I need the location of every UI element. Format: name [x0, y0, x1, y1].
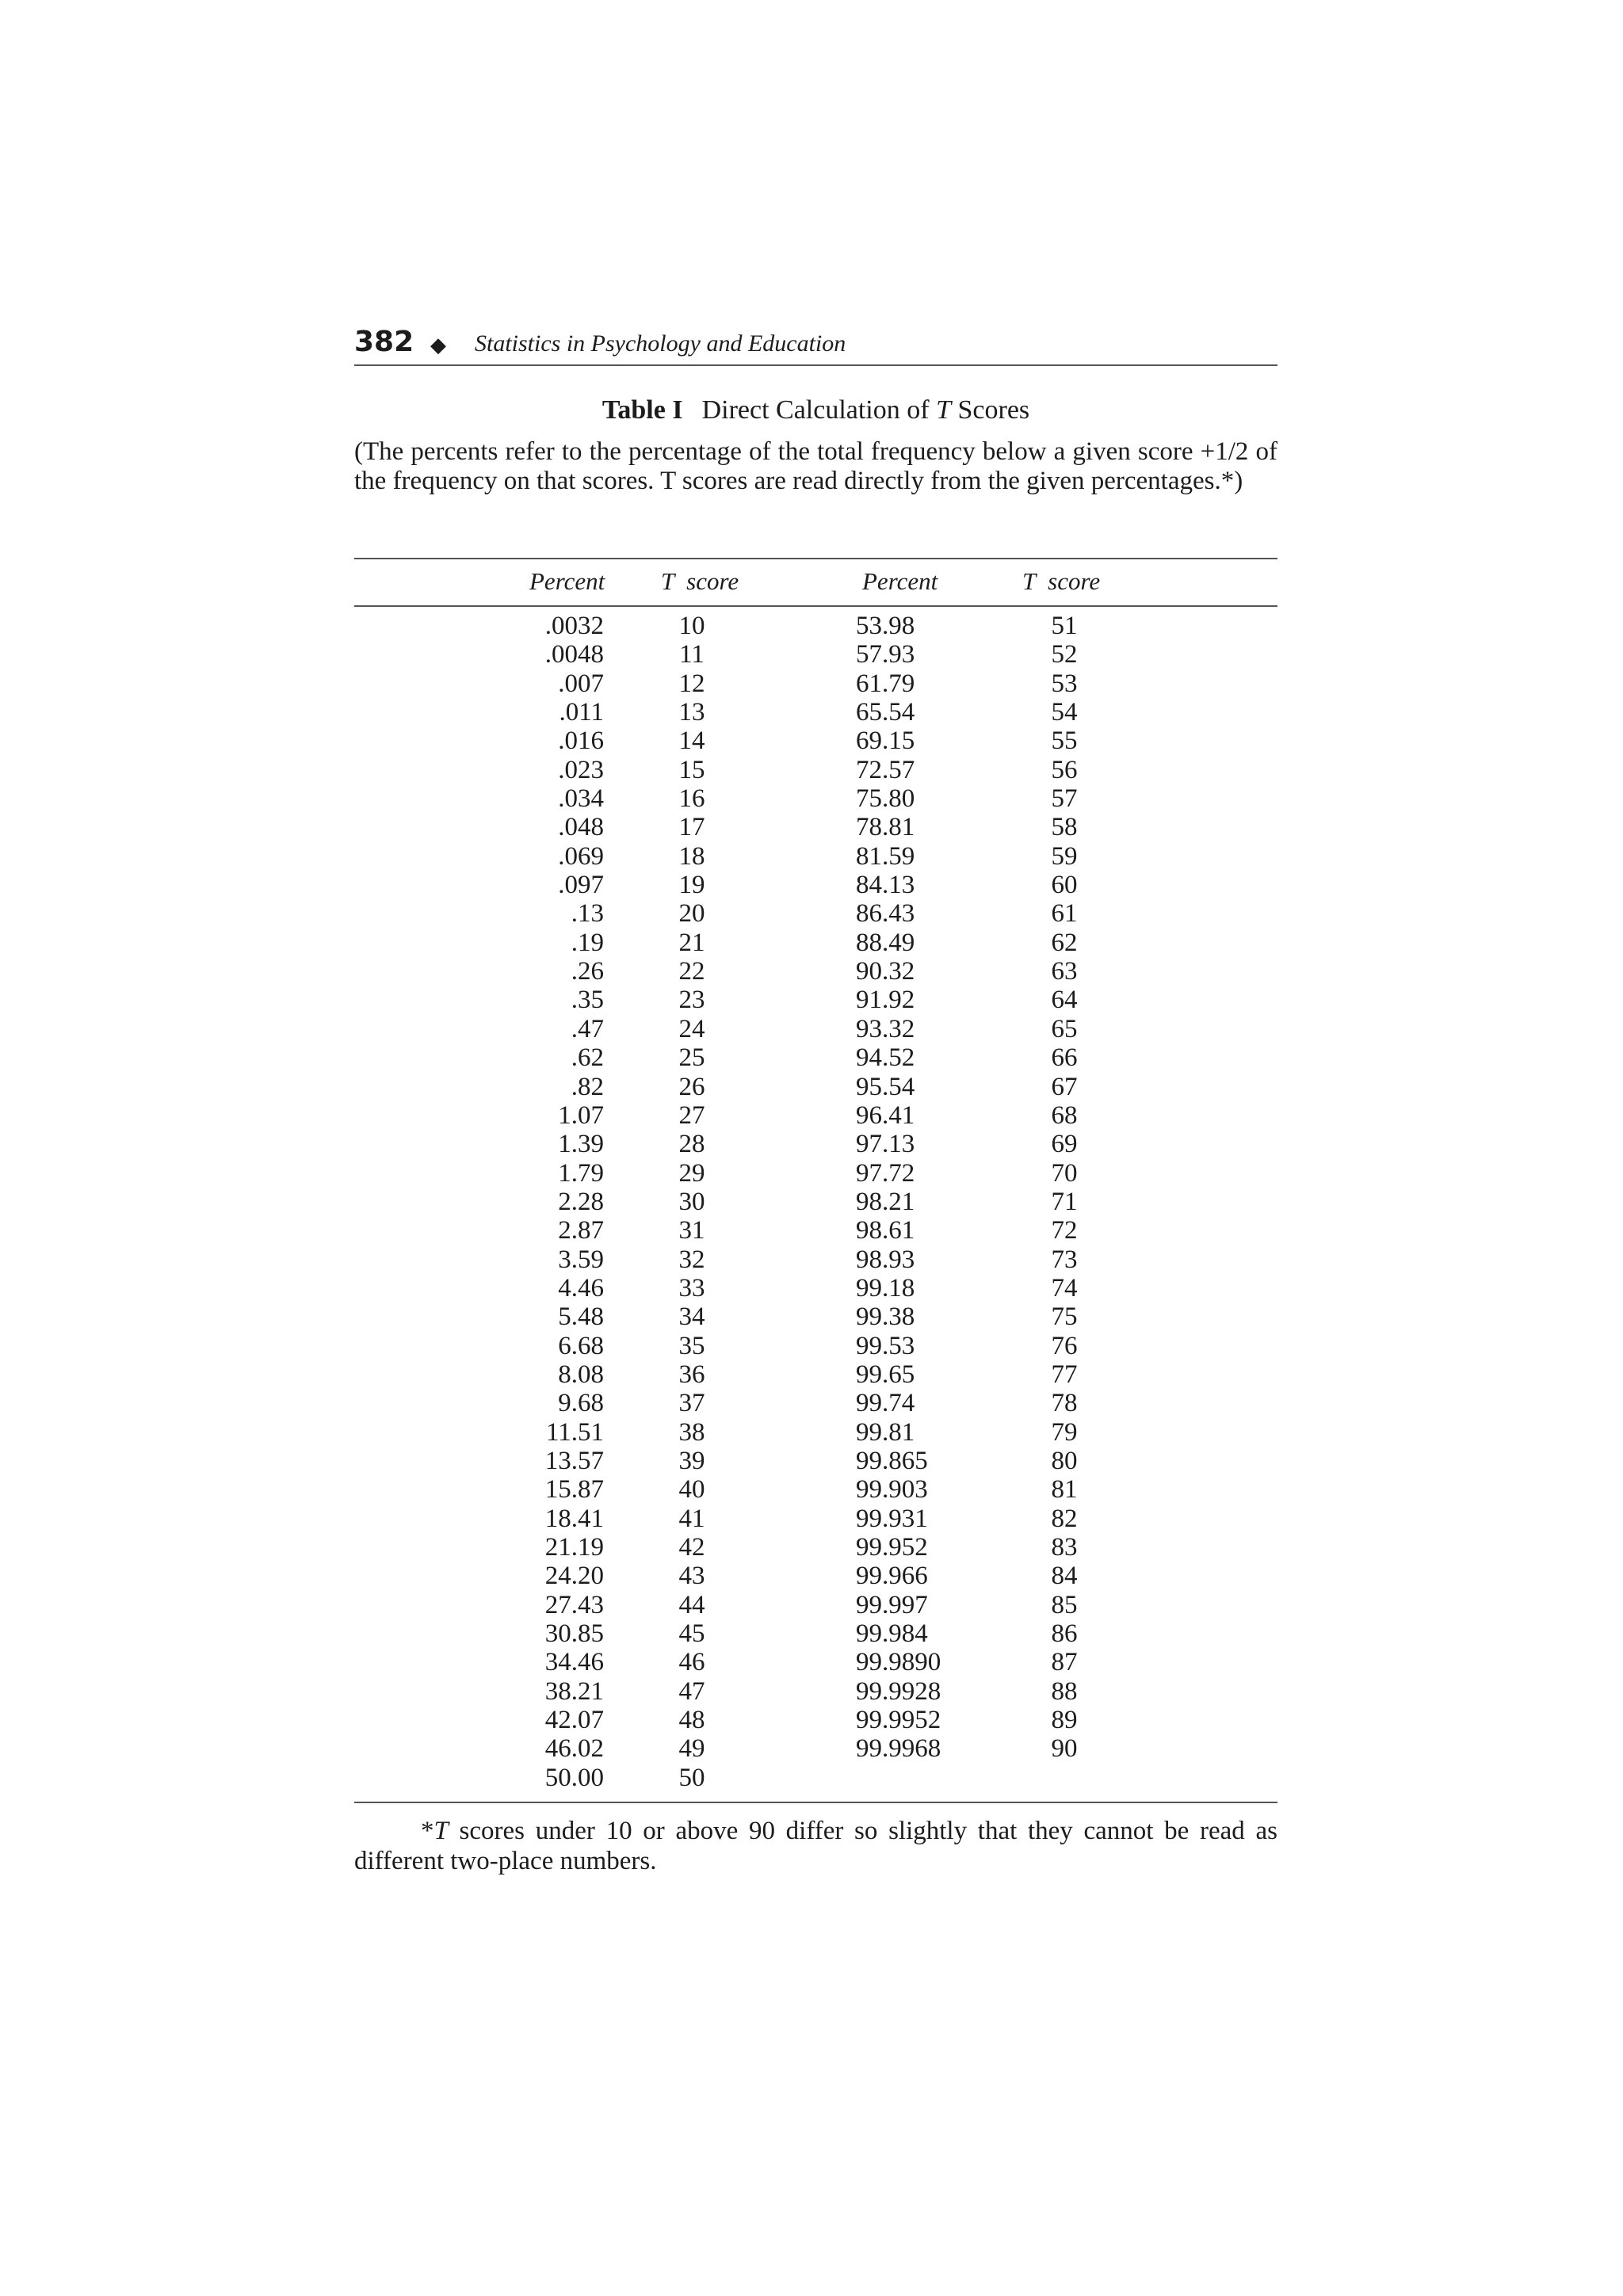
right-tscore-cell: 70 — [1051, 1158, 1078, 1188]
left-tscore-cell: 44 — [678, 1590, 705, 1619]
footnote-var: T — [433, 1817, 449, 1845]
right-percent-cell: 69.15 — [856, 727, 915, 756]
table-label: Table I — [601, 395, 683, 425]
right-tscore-cell: 85 — [1051, 1590, 1078, 1619]
left-percent-cell: 42.07 — [544, 1706, 604, 1735]
right-percent-cell: 99.931 — [856, 1504, 928, 1533]
right-percent-cell: 99.53 — [856, 1331, 915, 1360]
table-title-var: T — [936, 395, 951, 425]
right-percent-cell: 99.74 — [856, 1389, 915, 1418]
left-tscore-cell: 13 — [678, 698, 705, 727]
left-tscore-cell: 46 — [678, 1648, 705, 1677]
right-percent-cell: 97.72 — [856, 1158, 915, 1188]
left-percent-cell: .097 — [558, 871, 604, 900]
left-tscore-cell: 38 — [678, 1417, 705, 1447]
left-percent-cell: 34.46 — [544, 1648, 604, 1677]
left-percent-cell: .007 — [558, 669, 604, 698]
right-percent-cell: 94.52 — [856, 1043, 915, 1073]
left-tscore-cell: 45 — [678, 1619, 705, 1649]
right-percent-cell: 72.57 — [856, 755, 915, 784]
right-tscore-cell: 73 — [1051, 1245, 1078, 1274]
header-percent-right: Percent — [862, 567, 938, 595]
right-tscore-cell: 76 — [1051, 1331, 1078, 1360]
left-percent-cell: 1.39 — [558, 1130, 604, 1159]
right-tscore-cell: 75 — [1051, 1302, 1078, 1332]
left-percent-cell: 2.87 — [558, 1216, 604, 1245]
left-tscore-cell: 35 — [678, 1331, 705, 1360]
right-percent-cell: 96.41 — [856, 1100, 915, 1130]
left-percent-cell: 4.46 — [558, 1273, 604, 1302]
left-tscore-cell: 20 — [678, 899, 705, 929]
left-tscore-cell: 27 — [678, 1100, 705, 1130]
right-percent-cell: 99.865 — [856, 1446, 928, 1475]
left-percent-cell: 15.87 — [544, 1475, 604, 1505]
right-percent-cell: 90.32 — [856, 957, 915, 986]
left-percent-cell: 3.59 — [558, 1245, 604, 1274]
right-tscore-cell: 87 — [1051, 1648, 1078, 1677]
right-percent-cell: 86.43 — [856, 899, 915, 929]
right-tscore-cell: 52 — [1051, 640, 1078, 669]
right-percent-cell: 99.38 — [856, 1302, 915, 1332]
left-tscore-cell: 23 — [678, 986, 705, 1015]
left-tscore-cell: 29 — [678, 1158, 705, 1188]
left-percent-cell: .19 — [571, 928, 604, 957]
left-tscore-cell: 19 — [678, 871, 705, 900]
left-percent-cell: .011 — [559, 698, 604, 727]
right-tscore-cell: 68 — [1051, 1100, 1078, 1130]
column-left-tscore — [666, 612, 718, 1792]
right-tscore-cell: 71 — [1051, 1187, 1078, 1216]
table-caption — [354, 393, 1277, 428]
header-tscore-right: T score — [1022, 567, 1101, 595]
right-percent-cell: 99.65 — [856, 1360, 915, 1389]
left-tscore-cell: 47 — [678, 1676, 705, 1706]
left-tscore-cell: 49 — [678, 1734, 705, 1764]
right-tscore-cell: 78 — [1051, 1389, 1078, 1418]
left-tscore-cell: 24 — [678, 1014, 705, 1043]
column-left-percent — [491, 612, 604, 1792]
right-percent-cell: 98.93 — [856, 1245, 915, 1274]
right-percent-cell: 99.18 — [856, 1273, 915, 1302]
left-tscore-cell: 37 — [678, 1389, 705, 1418]
left-tscore-cell: 39 — [678, 1446, 705, 1475]
right-tscore-cell: 61 — [1051, 899, 1078, 929]
left-tscore-cell: 14 — [678, 727, 705, 756]
right-percent-cell: 99.9890 — [856, 1648, 941, 1677]
right-tscore-cell: 90 — [1051, 1734, 1078, 1764]
table-top-rule — [354, 558, 1277, 559]
right-percent-cell: 98.61 — [856, 1216, 915, 1245]
left-percent-cell: 38.21 — [544, 1676, 604, 1706]
right-tscore-cell: 58 — [1051, 813, 1078, 842]
right-percent-cell: 91.92 — [856, 986, 915, 1015]
right-tscore-cell: 55 — [1051, 727, 1078, 756]
right-tscore-cell: 62 — [1051, 928, 1078, 957]
right-percent-cell: 95.54 — [856, 1072, 915, 1101]
left-percent-cell: .0032 — [544, 612, 604, 640]
right-tscore-cell: 63 — [1051, 957, 1078, 986]
right-percent-cell: 99.952 — [856, 1533, 928, 1562]
right-percent-cell: 99.9928 — [856, 1676, 941, 1706]
page-header — [354, 323, 1277, 366]
footnote-mark: * — [421, 1817, 434, 1845]
left-tscore-cell: 30 — [678, 1187, 705, 1216]
table-title — [702, 395, 1030, 425]
left-percent-cell: 1.07 — [558, 1100, 604, 1130]
right-percent-cell: 81.59 — [856, 841, 915, 871]
right-percent-cell: 78.81 — [856, 813, 915, 842]
left-tscore-cell: 40 — [678, 1475, 705, 1505]
left-percent-cell: .26 — [571, 957, 604, 986]
left-percent-cell: 2.28 — [558, 1187, 604, 1216]
right-tscore-cell: 54 — [1051, 698, 1078, 727]
right-tscore-cell: 53 — [1051, 669, 1078, 698]
right-percent-cell: 99.903 — [856, 1475, 928, 1505]
left-tscore-cell: 32 — [678, 1245, 705, 1274]
left-tscore-cell: 36 — [678, 1360, 705, 1389]
right-tscore-cell: 51 — [1051, 612, 1078, 640]
right-tscore-cell: 72 — [1051, 1216, 1078, 1245]
right-tscore-cell: 86 — [1051, 1619, 1078, 1649]
left-tscore-cell: 11 — [679, 640, 705, 669]
right-tscore-cell: 64 — [1051, 986, 1078, 1015]
left-percent-cell: 13.57 — [544, 1446, 604, 1475]
left-percent-cell: 1.79 — [558, 1158, 604, 1188]
right-percent-cell: 93.32 — [856, 1014, 915, 1043]
right-percent-cell: 98.21 — [856, 1187, 915, 1216]
left-percent-cell: .016 — [558, 727, 604, 756]
right-percent-cell: 99.9952 — [856, 1706, 941, 1735]
right-tscore-cell: 79 — [1051, 1417, 1078, 1447]
table-title-suffix: Scores — [951, 395, 1030, 425]
right-percent-cell: 99.9968 — [856, 1734, 941, 1764]
column-right-tscore — [1038, 612, 1090, 1764]
right-tscore-cell: 67 — [1051, 1072, 1078, 1101]
left-tscore-cell: 18 — [678, 841, 705, 871]
left-tscore-cell: 10 — [678, 612, 705, 640]
left-percent-cell: .069 — [558, 841, 604, 871]
right-tscore-cell: 65 — [1051, 1014, 1078, 1043]
left-tscore-cell: 31 — [678, 1216, 705, 1245]
left-tscore-cell: 15 — [678, 755, 705, 784]
right-tscore-cell: 77 — [1051, 1360, 1078, 1389]
left-percent-cell: 18.41 — [544, 1504, 604, 1533]
left-percent-cell: 46.02 — [544, 1734, 604, 1764]
table-intro: (The percents refer to the percentage of the total frequency below a given score +1/2 of the frequency on that scores. T scores are read directly from the given percentages.*) — [354, 437, 1277, 495]
left-tscore-cell: 28 — [678, 1130, 705, 1159]
left-percent-cell: .35 — [571, 986, 604, 1015]
right-percent-cell: 84.13 — [856, 871, 915, 900]
right-percent-cell: 65.54 — [856, 698, 915, 727]
left-tscore-cell: 21 — [678, 928, 705, 957]
left-tscore-cell: 42 — [678, 1533, 705, 1562]
table-footnote — [354, 1816, 1277, 1876]
left-tscore-cell: 16 — [678, 784, 705, 814]
left-tscore-cell: 48 — [678, 1706, 705, 1735]
left-tscore-cell: 33 — [678, 1273, 705, 1302]
left-percent-cell: 30.85 — [544, 1619, 604, 1649]
right-percent-cell: 99.81 — [856, 1417, 915, 1447]
left-percent-cell: .82 — [571, 1072, 604, 1101]
right-tscore-cell: 88 — [1051, 1676, 1078, 1706]
left-tscore-cell: 25 — [678, 1043, 705, 1073]
footnote-text: scores under 10 or above 90 differ so slightly that they cannot be read as different two-place numbers. — [354, 1817, 1277, 1875]
table-header-rule — [354, 605, 1277, 607]
right-percent-cell: 53.98 — [856, 612, 915, 640]
left-tscore-cell: 22 — [678, 957, 705, 986]
left-tscore-cell: 17 — [678, 813, 705, 842]
left-percent-cell: 9.68 — [558, 1389, 604, 1418]
left-tscore-cell: 34 — [678, 1302, 705, 1332]
left-tscore-cell: 50 — [678, 1763, 705, 1792]
right-tscore-cell: 60 — [1051, 871, 1078, 900]
left-tscore-cell: 26 — [678, 1072, 705, 1101]
right-percent-cell: 99.984 — [856, 1619, 928, 1649]
right-tscore-cell: 80 — [1051, 1446, 1078, 1475]
left-percent-cell: .048 — [558, 813, 604, 842]
right-tscore-cell: 83 — [1051, 1533, 1078, 1562]
page-number: 382 — [354, 326, 414, 358]
left-percent-cell: 8.08 — [558, 1360, 604, 1389]
table-title-prefix: Direct Calculation of — [701, 395, 937, 425]
header-percent-left: Percent — [529, 567, 605, 595]
left-percent-cell: .47 — [571, 1014, 604, 1043]
right-tscore-cell: 57 — [1051, 784, 1078, 814]
left-percent-cell: .13 — [571, 899, 604, 929]
running-title: Statistics in Psychology and Education — [475, 330, 846, 357]
right-tscore-cell: 81 — [1051, 1475, 1078, 1505]
right-tscore-cell: 66 — [1051, 1043, 1078, 1073]
right-percent-cell: 57.93 — [856, 640, 915, 669]
left-percent-cell: 6.68 — [558, 1331, 604, 1360]
left-percent-cell: .023 — [558, 755, 604, 784]
header-tscore-left: T score — [661, 567, 739, 595]
left-tscore-cell: 12 — [678, 669, 705, 698]
right-percent-cell: 99.997 — [856, 1590, 928, 1619]
left-percent-cell: 24.20 — [544, 1562, 604, 1591]
right-tscore-cell: 69 — [1051, 1130, 1078, 1159]
left-percent-cell: 50.00 — [544, 1763, 604, 1792]
right-tscore-cell: 74 — [1051, 1273, 1078, 1302]
left-percent-cell: 5.48 — [558, 1302, 604, 1332]
table-bottom-rule — [354, 1802, 1277, 1803]
left-percent-cell: .62 — [571, 1043, 604, 1073]
diamond-icon: ◆ — [430, 334, 446, 357]
left-percent-cell: .0048 — [544, 640, 604, 669]
right-tscore-cell: 56 — [1051, 755, 1078, 784]
right-percent-cell: 99.966 — [856, 1562, 928, 1591]
right-tscore-cell: 82 — [1051, 1504, 1078, 1533]
left-percent-cell: 21.19 — [544, 1533, 604, 1562]
left-percent-cell: 11.51 — [545, 1417, 604, 1447]
right-tscore-cell: 84 — [1051, 1562, 1078, 1591]
left-tscore-cell: 41 — [678, 1504, 705, 1533]
right-tscore-cell: 89 — [1051, 1706, 1078, 1735]
right-percent-cell: 61.79 — [856, 669, 915, 698]
left-percent-cell: 27.43 — [544, 1590, 604, 1619]
right-percent-cell: 75.80 — [856, 784, 915, 814]
column-right-percent — [856, 612, 967, 1764]
left-percent-cell: .034 — [558, 784, 604, 814]
right-tscore-cell: 59 — [1051, 841, 1078, 871]
left-tscore-cell: 43 — [678, 1562, 705, 1591]
right-percent-cell: 97.13 — [856, 1130, 915, 1159]
right-percent-cell: 88.49 — [856, 928, 915, 957]
